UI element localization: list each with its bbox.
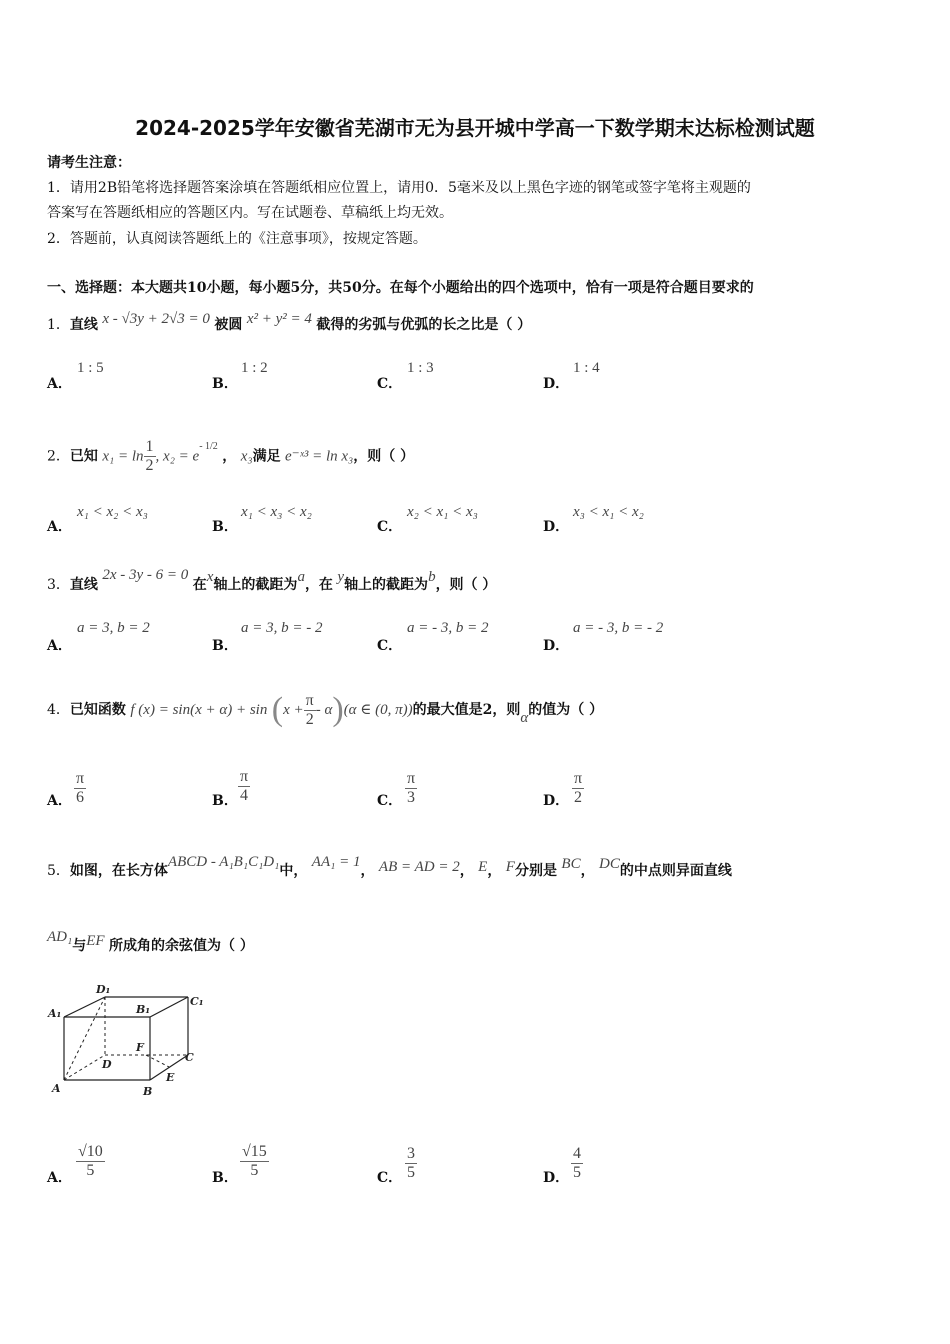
label-F: F (136, 1041, 144, 1054)
question-text: 轴上的截距为 (344, 577, 429, 593)
question-text: 已知函数 (69, 702, 126, 718)
question-number: 2． (47, 448, 70, 465)
option-value: a = - 3, b = - 2 (573, 620, 664, 636)
fraction: $\frac{\pi}{3}$ (407, 770, 416, 806)
math-variable: AD₁ (47, 929, 73, 945)
fraction: $\frac{3}{5}$ (407, 1145, 415, 1181)
question-text: ， (360, 863, 375, 879)
section-heading: 一、选择题：本大题共10小题，每小题5分，共50分。在每个小题给出的四个选项中，恰有一项是符合题目要求的 (47, 280, 754, 296)
option-value: a = - 3, b = 2 (407, 620, 489, 636)
math-variable: α (520, 710, 529, 726)
fraction: $\frac{1}{2}$ (145, 438, 154, 475)
solid-name: ABCD - A₁B₁C₁D₁ (167, 854, 280, 870)
math-variable: E (478, 859, 488, 875)
question-text: 直线 (69, 577, 98, 593)
option-label: A． (47, 793, 72, 809)
cuboid-figure (40, 975, 210, 1105)
question-number: 5． (47, 863, 70, 879)
math-expression: x₃ (240, 448, 253, 465)
question-text: 如图，在长方体 (69, 863, 168, 879)
question-text: 在 (192, 577, 207, 593)
label-D1: D₁ (96, 983, 111, 996)
question-text: 的中点则异面直线 (619, 863, 732, 879)
math-variable: y (337, 569, 345, 585)
circle-equation: x² + y² = 4 (246, 311, 312, 327)
math-variable: x (206, 569, 214, 585)
exponent: - 1/2 (199, 441, 218, 452)
fraction: $\frac{\pi}{2}$ (305, 691, 314, 728)
option-label: A． (47, 1170, 72, 1186)
option-value: x₂ < x₁ < x₃ (407, 504, 478, 520)
math-variable: a (297, 569, 305, 585)
question-text: ， (487, 863, 502, 879)
question-text: ， (459, 863, 474, 879)
option-value: x₁ < x₃ < x₂ (241, 504, 312, 520)
math-expression: , x₂ = e (155, 448, 200, 465)
fraction: $\frac{√10}{5}$ (78, 1143, 103, 1179)
math-expression: x + (283, 702, 304, 718)
option-label: A． (47, 376, 72, 392)
question-text: 直线 (69, 317, 98, 333)
notice-heading: 请考生注意： (47, 155, 131, 171)
option-value: a = 3, b = 2 (77, 620, 150, 636)
option-value: 1 : 5 (77, 360, 104, 376)
math-variable: EF (86, 933, 105, 949)
option-label: A． (47, 519, 72, 535)
line-equation: x - √3y + 2√3 = 0 (102, 311, 210, 327)
label-A1: A₁ (48, 1007, 62, 1020)
option-label: A． (47, 638, 72, 654)
option-label: D． (543, 793, 570, 809)
question-text: ， (580, 863, 595, 879)
question-text: 截得的劣弧与优弧的长之比是（ ） (316, 317, 532, 333)
fraction: $\frac{\pi}{4}$ (240, 768, 249, 804)
question-number: 1． (47, 317, 70, 333)
math-expression: x₁ = ln (102, 448, 144, 465)
option-label: D． (543, 519, 570, 535)
math-variable: DC (599, 856, 620, 872)
option-label: C． (377, 376, 403, 392)
math-variable: b (428, 569, 436, 585)
option-value: 1 : 2 (241, 360, 268, 376)
option-label: B． (212, 519, 238, 535)
function-expression: f (x) = sin(x + α) + sin (130, 702, 268, 718)
option-value: x₁ < x₂ < x₃ (77, 504, 148, 520)
fraction: $\frac{√15}{5}$ (242, 1143, 267, 1179)
math-expression: AB = AD = 2 (378, 859, 460, 875)
question-4: 4．已知函数 f (x) = sin(x + α) + sin (x + $\frac{\pi}{2}$ - α)(α ∈ (0, π))的最大值是2，则α的值为（ ） (47, 691, 604, 728)
line-equation: 2x - 3y - 6 = 0 (102, 567, 189, 583)
question-number: 3． (47, 577, 70, 593)
fraction: $\frac{\pi}{6}$ (76, 770, 85, 806)
question-text: ，则（ ） (435, 577, 497, 593)
option-value: 1 : 4 (573, 360, 600, 376)
page-title: 2024-2025学年安徽省芜湖市无为县开城中学高一下数学期末达标检测试题 (135, 116, 815, 140)
label-C: C (185, 1051, 194, 1064)
math-expression: AA₁ = 1 (311, 854, 361, 870)
label-D: D (102, 1058, 112, 1071)
option-label: B． (212, 638, 238, 654)
option-value: 1 : 3 (407, 360, 434, 376)
math-variable: BC (561, 856, 581, 872)
math-expression: e⁻ˣ³ = ln x₃ (285, 448, 354, 465)
question-text: 满足 (252, 448, 281, 465)
question-text: 分别是 (514, 863, 557, 879)
option-label: B． (212, 376, 238, 392)
question-2 (47, 428, 414, 482)
option-label: D． (543, 376, 570, 392)
question-text: 被圆 (214, 317, 243, 333)
question-text: ， (222, 448, 237, 465)
fraction: $\frac{4}{5}$ (573, 1145, 581, 1181)
question-text: 与 (72, 938, 87, 954)
question-text: 中， (279, 863, 308, 879)
option-label: D． (543, 638, 570, 654)
label-A: A (52, 1082, 61, 1095)
question-text: 已知 (69, 448, 98, 465)
question-text: 所成角的余弦值为（ ） (109, 938, 254, 954)
option-value: x₃ < x₁ < x₂ (573, 504, 644, 520)
question-text: ，在 (304, 577, 333, 593)
label-B: B (143, 1085, 153, 1098)
option-label: C． (377, 1170, 403, 1186)
math-expression: - α (315, 702, 333, 718)
notice-line-2: 答案写在答题纸相应的答题区内。写在试题卷、草稿纸上均无效。 (47, 205, 453, 221)
fraction: $\frac{\pi}{2}$ (574, 770, 583, 806)
label-B1: B₁ (136, 1003, 151, 1016)
question-1 (47, 311, 532, 334)
notice-line-3: 2．答题前，认真阅读答题纸上的《注意事项》，按规定答题。 (47, 231, 427, 247)
option-label: B． (212, 793, 238, 809)
question-text: 的值为（ ） (528, 702, 604, 718)
option-label: B． (212, 1170, 238, 1186)
option-label: D． (543, 1170, 570, 1186)
question-3 (47, 567, 497, 594)
notice-line-1: 1．请用2B铅笔将选择题答案涂填在答题纸相应位置上，请用0．5毫米及以上黑色字迹的钢笔或签字笔将主观题的 (47, 180, 751, 196)
math-variable: F (505, 859, 515, 875)
label-C1: C₁ (190, 995, 204, 1008)
question-text: ，则（ ） (353, 448, 415, 465)
option-label: C． (377, 519, 403, 535)
question-number: 4． (47, 702, 70, 718)
question-5 (47, 854, 732, 880)
domain-expression: (α ∈ (0, π)) (343, 702, 413, 718)
question-text: 的最大值是2，则 (412, 702, 521, 718)
option-label: C． (377, 793, 403, 809)
option-label: C． (377, 638, 403, 654)
question-text: 轴上的截距为 (213, 577, 298, 593)
question-5-cont (47, 929, 254, 955)
label-E: E (166, 1071, 175, 1084)
option-value: a = 3, b = - 2 (241, 620, 323, 636)
